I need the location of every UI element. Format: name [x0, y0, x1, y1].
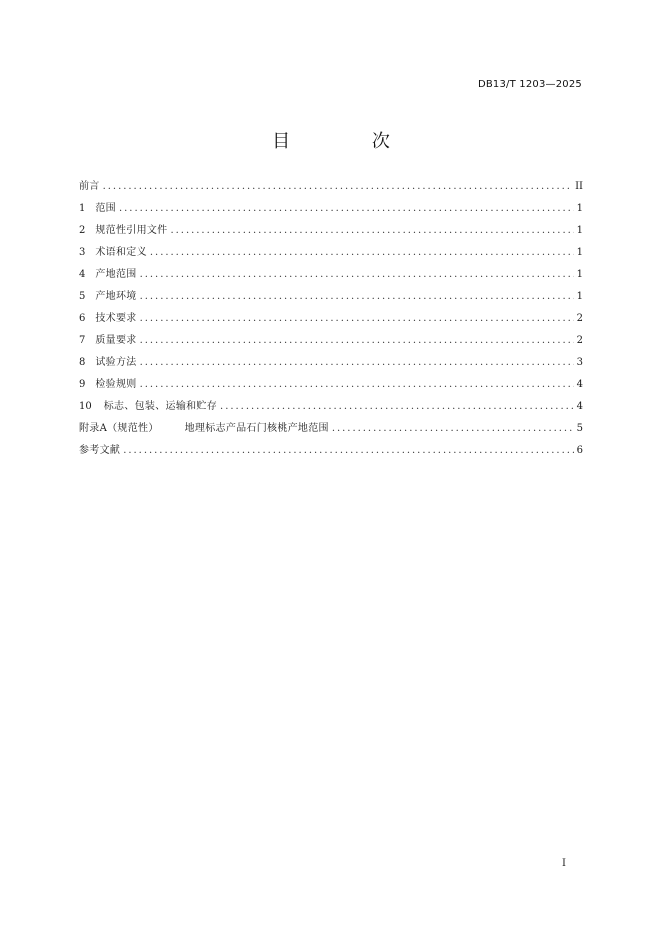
toc-entry-page: II [575, 181, 583, 192]
toc-entry-text: 规范性引用文件 [95, 225, 168, 236]
toc-entry-text: 产地范围 [95, 269, 137, 280]
toc-entry-number: 7 [79, 335, 86, 346]
toc-entry-scope[interactable] [79, 198, 583, 220]
toc-entry-number: 3 [79, 247, 86, 258]
toc-leader-dots [150, 242, 574, 264]
toc-entry-page: 5 [576, 423, 583, 434]
toc-entry-text: 产地环境 [95, 291, 137, 302]
toc-entry-number: 10 [79, 401, 92, 412]
page-title: 目 次 [272, 131, 428, 152]
toc-entry-page: 1 [576, 291, 583, 302]
toc-leader-dots [140, 330, 574, 352]
toc-entry-test-methods[interactable] [79, 352, 583, 374]
toc-leader-dots [140, 374, 574, 396]
toc-entry-foreword[interactable] [79, 176, 583, 198]
toc-entry-origin-scope[interactable] [79, 264, 583, 286]
toc-entry-page: 3 [576, 357, 583, 368]
toc-entry-text: 试验方法 [95, 357, 137, 368]
toc-entry-page: 1 [576, 247, 583, 258]
toc-entry-page: 1 [576, 203, 583, 214]
toc-entry-text: 附录A（规范性） [79, 423, 159, 434]
toc-entry-text: 范围 [95, 203, 116, 214]
toc-leader-dots [123, 440, 573, 462]
toc-entry-page: 6 [576, 445, 583, 456]
toc-entry-marking-packaging[interactable] [79, 396, 583, 418]
toc-entry-technical-requirements[interactable] [79, 308, 583, 330]
toc-entry-text: 标志、包装、运输和贮存 [103, 401, 218, 412]
toc-leader-dots [140, 308, 574, 330]
toc-entry-subtitle: 地理标志产品石门核桃产地范围 [184, 423, 329, 434]
toc-leader-dots [103, 176, 572, 198]
toc-entry-text: 前言 [79, 181, 100, 192]
toc-entry-page: 1 [576, 269, 583, 280]
toc-entry-page: 4 [576, 379, 583, 390]
toc-entry-text: 技术要求 [95, 313, 137, 324]
toc-leader-dots [140, 264, 574, 286]
toc-entry-number: 5 [79, 291, 86, 302]
toc-entry-number: 4 [79, 269, 86, 280]
toc-entry-bibliography[interactable] [79, 440, 583, 462]
toc-entry-number: 8 [79, 357, 86, 368]
toc-leader-dots [220, 396, 574, 418]
toc-entry-page: 2 [576, 313, 583, 324]
page-number: I [562, 858, 566, 869]
toc-entry-terms-definitions[interactable] [79, 242, 583, 264]
toc-entry-number: 2 [79, 225, 86, 236]
table-of-contents [79, 176, 583, 462]
toc-entry-inspection-rules[interactable] [79, 374, 583, 396]
toc-leader-dots [140, 286, 574, 308]
toc-entry-number: 9 [79, 379, 86, 390]
toc-entry-number: 1 [79, 203, 86, 214]
toc-entry-page: 4 [576, 401, 583, 412]
toc-entry-number: 6 [79, 313, 86, 324]
standard-code: DB13/T 1203—2025 [477, 79, 582, 90]
toc-entry-page: 1 [576, 225, 583, 236]
toc-entry-origin-environment[interactable] [79, 286, 583, 308]
toc-entry-appendix-a[interactable] [79, 418, 583, 440]
toc-leader-dots [332, 418, 574, 440]
toc-entry-text: 参考文献 [79, 445, 121, 456]
toc-entry-page: 2 [576, 335, 583, 346]
toc-entry-text: 检验规则 [95, 379, 137, 390]
toc-leader-dots [119, 198, 574, 220]
toc-entry-text: 质量要求 [95, 335, 137, 346]
toc-leader-dots [140, 352, 574, 374]
toc-entry-quality-requirements[interactable] [79, 330, 583, 352]
toc-entry-text: 术语和定义 [95, 247, 147, 258]
toc-leader-dots [170, 220, 573, 242]
toc-entry-normative-references[interactable] [79, 220, 583, 242]
